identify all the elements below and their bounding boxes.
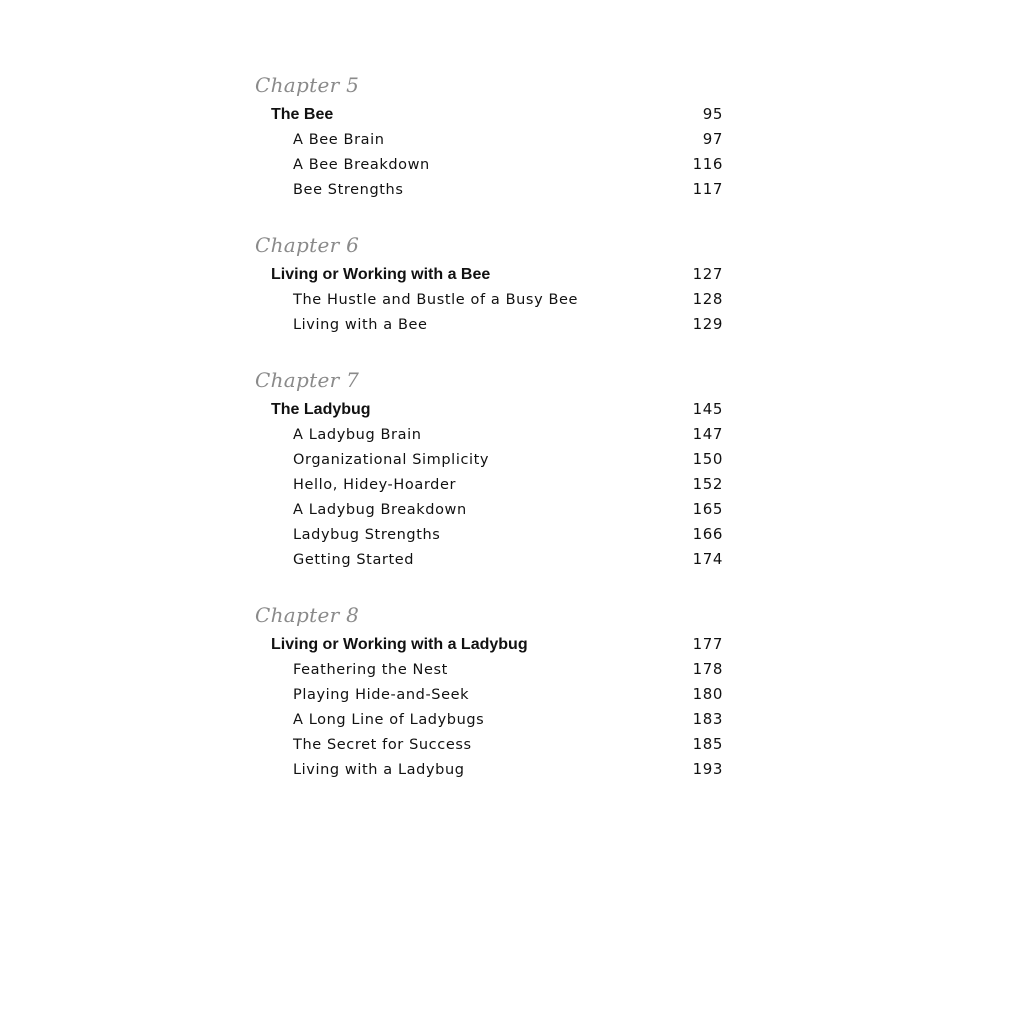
section-title: Bee Strengths — [293, 182, 404, 198]
table-of-contents — [255, 70, 725, 810]
page-number: 97 — [702, 130, 723, 148]
section-title: A Ladybug Breakdown — [293, 502, 467, 518]
page-number: 183 — [692, 710, 723, 728]
chapter-block-8 — [255, 600, 725, 782]
section-title: Living with a Bee — [293, 317, 428, 333]
section-row[interactable] — [255, 312, 725, 337]
section-title: The Hustle and Bustle of a Busy Bee — [293, 292, 579, 308]
page-number: 117 — [692, 180, 723, 198]
page-number: 185 — [692, 735, 723, 753]
section-row[interactable] — [255, 707, 725, 732]
page-number: 147 — [692, 425, 723, 443]
section-row[interactable] — [255, 497, 725, 522]
chapter-title: The Ladybug — [271, 401, 371, 418]
section-row[interactable] — [255, 732, 725, 757]
section-title: A Bee Breakdown — [293, 157, 430, 173]
chapter-title: Living or Working with a Ladybug — [271, 636, 528, 653]
page-number: 174 — [692, 550, 723, 568]
section-row[interactable] — [255, 682, 725, 707]
section-title: Feathering the Nest — [293, 662, 448, 678]
page-number: 127 — [692, 265, 723, 283]
section-row[interactable] — [255, 422, 725, 447]
chapter-title-row[interactable] — [255, 397, 725, 422]
section-title: Living with a Ladybug — [293, 762, 465, 778]
section-title: A Ladybug Brain — [293, 427, 422, 443]
section-row[interactable] — [255, 177, 725, 202]
section-row[interactable] — [255, 547, 725, 572]
page-number: 95 — [702, 105, 723, 123]
page-number: 165 — [692, 500, 723, 518]
section-title: Hello, Hidey-Hoarder — [293, 477, 457, 493]
chapter-label: Chapter 5 — [255, 73, 360, 97]
page-number: 180 — [692, 685, 723, 703]
page-number: 178 — [692, 660, 723, 678]
section-row[interactable] — [255, 127, 725, 152]
chapter-block-6 — [255, 230, 725, 337]
chapter-label: Chapter 8 — [255, 603, 360, 627]
section-row[interactable] — [255, 522, 725, 547]
chapter-label: Chapter 6 — [255, 233, 360, 257]
chapter-title-row[interactable] — [255, 102, 725, 127]
page-number: 166 — [692, 525, 723, 543]
section-row[interactable] — [255, 287, 725, 312]
chapter-title-row[interactable] — [255, 632, 725, 657]
page-number: 128 — [692, 290, 723, 308]
page-number: 116 — [692, 155, 723, 173]
section-row[interactable] — [255, 152, 725, 177]
section-title: A Long Line of Ladybugs — [293, 712, 485, 728]
section-row[interactable] — [255, 447, 725, 472]
chapter-block-7 — [255, 365, 725, 572]
section-title: Organizational Simplicity — [293, 452, 490, 468]
section-title: Ladybug Strengths — [293, 527, 441, 543]
section-title: Getting Started — [293, 552, 415, 568]
chapter-title-row[interactable] — [255, 262, 725, 287]
page-number: 129 — [692, 315, 723, 333]
page-number: 193 — [692, 760, 723, 778]
page-number: 152 — [692, 475, 723, 493]
page-number: 145 — [692, 400, 723, 418]
section-title: A Bee Brain — [293, 132, 385, 148]
page-number: 177 — [692, 635, 723, 653]
page-number: 150 — [692, 450, 723, 468]
section-title: The Secret for Success — [293, 737, 472, 753]
chapter-block-5 — [255, 70, 725, 202]
section-row[interactable] — [255, 757, 725, 782]
chapter-label: Chapter 7 — [255, 368, 360, 392]
chapter-title: Living or Working with a Bee — [271, 266, 491, 283]
section-row[interactable] — [255, 657, 725, 682]
section-title: Playing Hide-and-Seek — [293, 687, 470, 703]
section-row[interactable] — [255, 472, 725, 497]
chapter-title: The Bee — [271, 106, 334, 123]
